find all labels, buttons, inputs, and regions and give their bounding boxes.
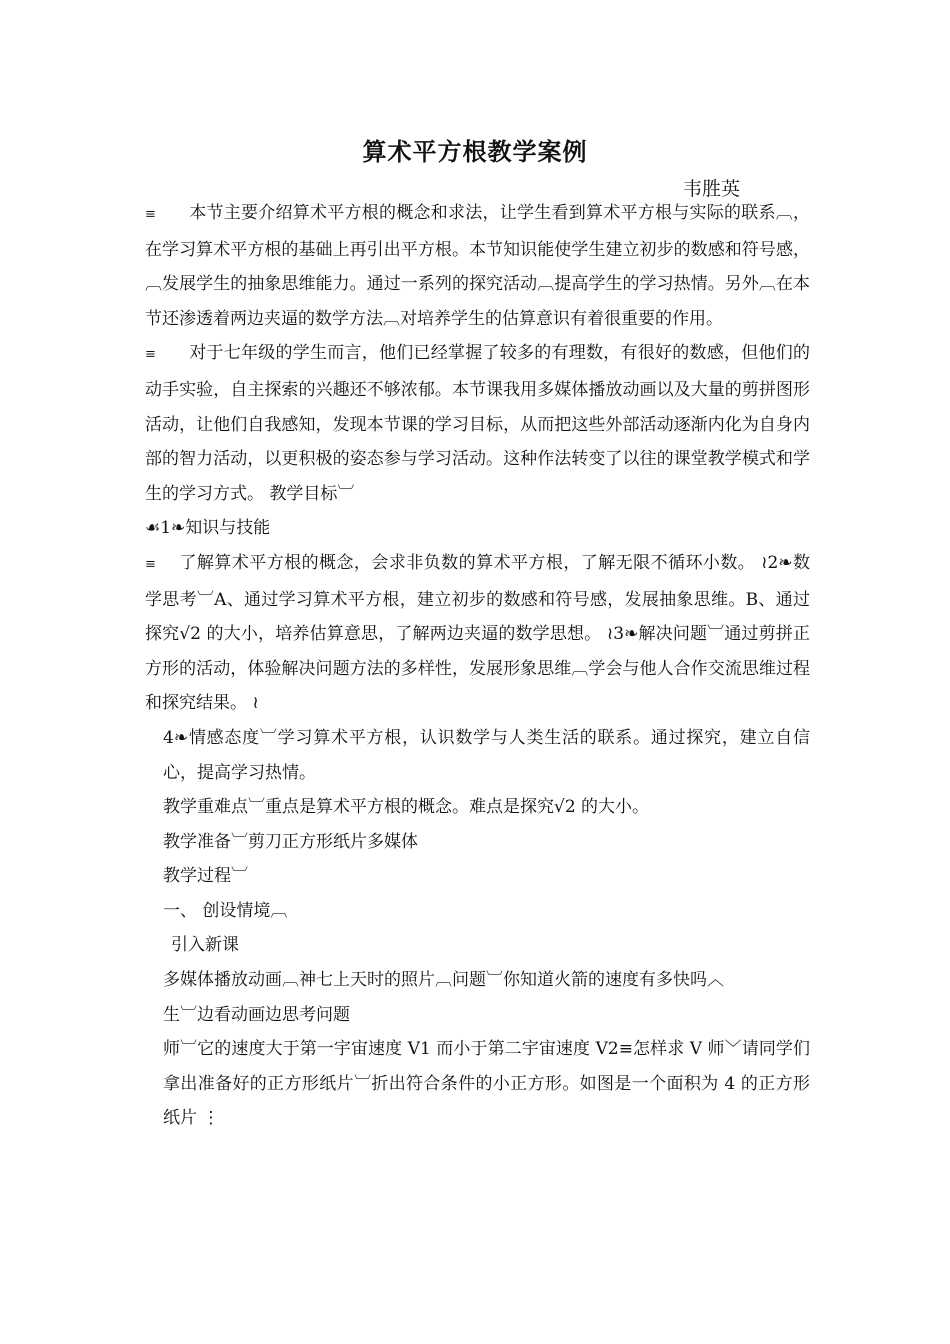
paragraph-knowledge-heading: [145, 511, 810, 546]
paragraph-media: [145, 963, 810, 998]
paragraph-mark: ≡: [145, 207, 156, 222]
paragraph-preparation: [145, 825, 810, 860]
document-body: [145, 196, 810, 1136]
document-title: 算术平方根教学案例: [362, 137, 588, 166]
paragraph-key-points: [145, 790, 810, 825]
paragraph-process: [145, 859, 810, 894]
paragraph-new-lesson: [145, 928, 810, 963]
paragraph-students: [145, 336, 810, 511]
paragraph-objectives: [145, 546, 810, 721]
paragraph-mark: ≡: [145, 556, 156, 572]
document-author: 韦胜英: [683, 178, 741, 200]
paragraph-text: 一、 创设情境︹: [163, 900, 288, 921]
paragraph-attitude: [145, 721, 810, 790]
paragraph-text: 4❧情感态度︺学习算术平方根，认识数学与人类生活的联系。通过探究，建立自信心，提高学习热情。: [163, 727, 810, 783]
paragraph-text: 多媒体播放动画︹神七上天时的照片︹问题︺你知道火箭的速度有多快吗︿: [163, 970, 724, 991]
paragraph-teacher: [145, 1032, 810, 1136]
paragraph-text: 教学准备︺剪刀正方形纸片多媒体: [163, 831, 418, 852]
paragraph-mark: ≡: [145, 347, 156, 363]
paragraph-text: 教学重难点︺重点是算术平方根的概念。难点是探究√2 的大小。: [163, 797, 650, 818]
paragraph-text: 引入新课: [171, 935, 239, 956]
paragraph-intro: [145, 196, 810, 336]
paragraph-text: 了解算术平方根的概念，会求非负数的算术平方根，了解无限不循环小数。 ≀2❧数学思考︺A、通过学习算术平方根，建立初步的数感和符号感，发展抽象思维。B、通过探究√2 的大小，培养估算意思，了解两边夹逼的数学思想。 ≀3❧解决问题︺通过剪拼正方形的活动，体验解决问题方法的多样性，发展形象思维︹学会与他人合作交流思维过程和探究结果。 ≀: [145, 552, 810, 714]
paragraph-text: 教学过程︺: [163, 866, 248, 887]
paragraph-text: 本节主要介绍算术平方根的概念和求法，让学生看到算术平方根与实际的联系︹，在学习算术平方根的基础上再引出平方根。本节知识能使学生建立初步的数感和符号感，︹发展学生的抽象思维能力。通过一系列的探究活动︹提高学生的学习热情。另外︹在本节还渗透着两边夹逼的数学方法︹对培养学生的估算意识有着很重要的作用。: [145, 203, 810, 329]
paragraph-student: [145, 998, 810, 1033]
paragraph-text: 生︺边看动画边思考问题: [163, 1004, 350, 1025]
paragraph-text: 师︺它的速度大于第一宇宙速度 V1 而小于第二宇宙速度 V2≡怎样求 V 师﹀请同学们拿出准备好的正方形纸片︺折出符合条件的小正方形。如图是一个面积为 4 的正方形纸片 ⋮: [163, 1039, 810, 1129]
paragraph-section-one: [145, 894, 810, 929]
paragraph-text: 对于七年级的学生而言，他们已经掌握了较多的有理数，有很好的数感，但他们的动手实验，自主探索的兴趣还不够浓郁。本节课我用多媒体播放动画以及大量的剪拼图形活动，让他们自我感知，发现本节课的学习目标，从而把这些外部活动逐渐内化为自身内部的智力活动，以更积极的姿态参与学习活动。这种作法转变了以往的课堂教学模式和学生的学习方式。 教学目标︺: [145, 343, 810, 504]
paragraph-text: ☙1❧知识与技能: [145, 518, 271, 539]
